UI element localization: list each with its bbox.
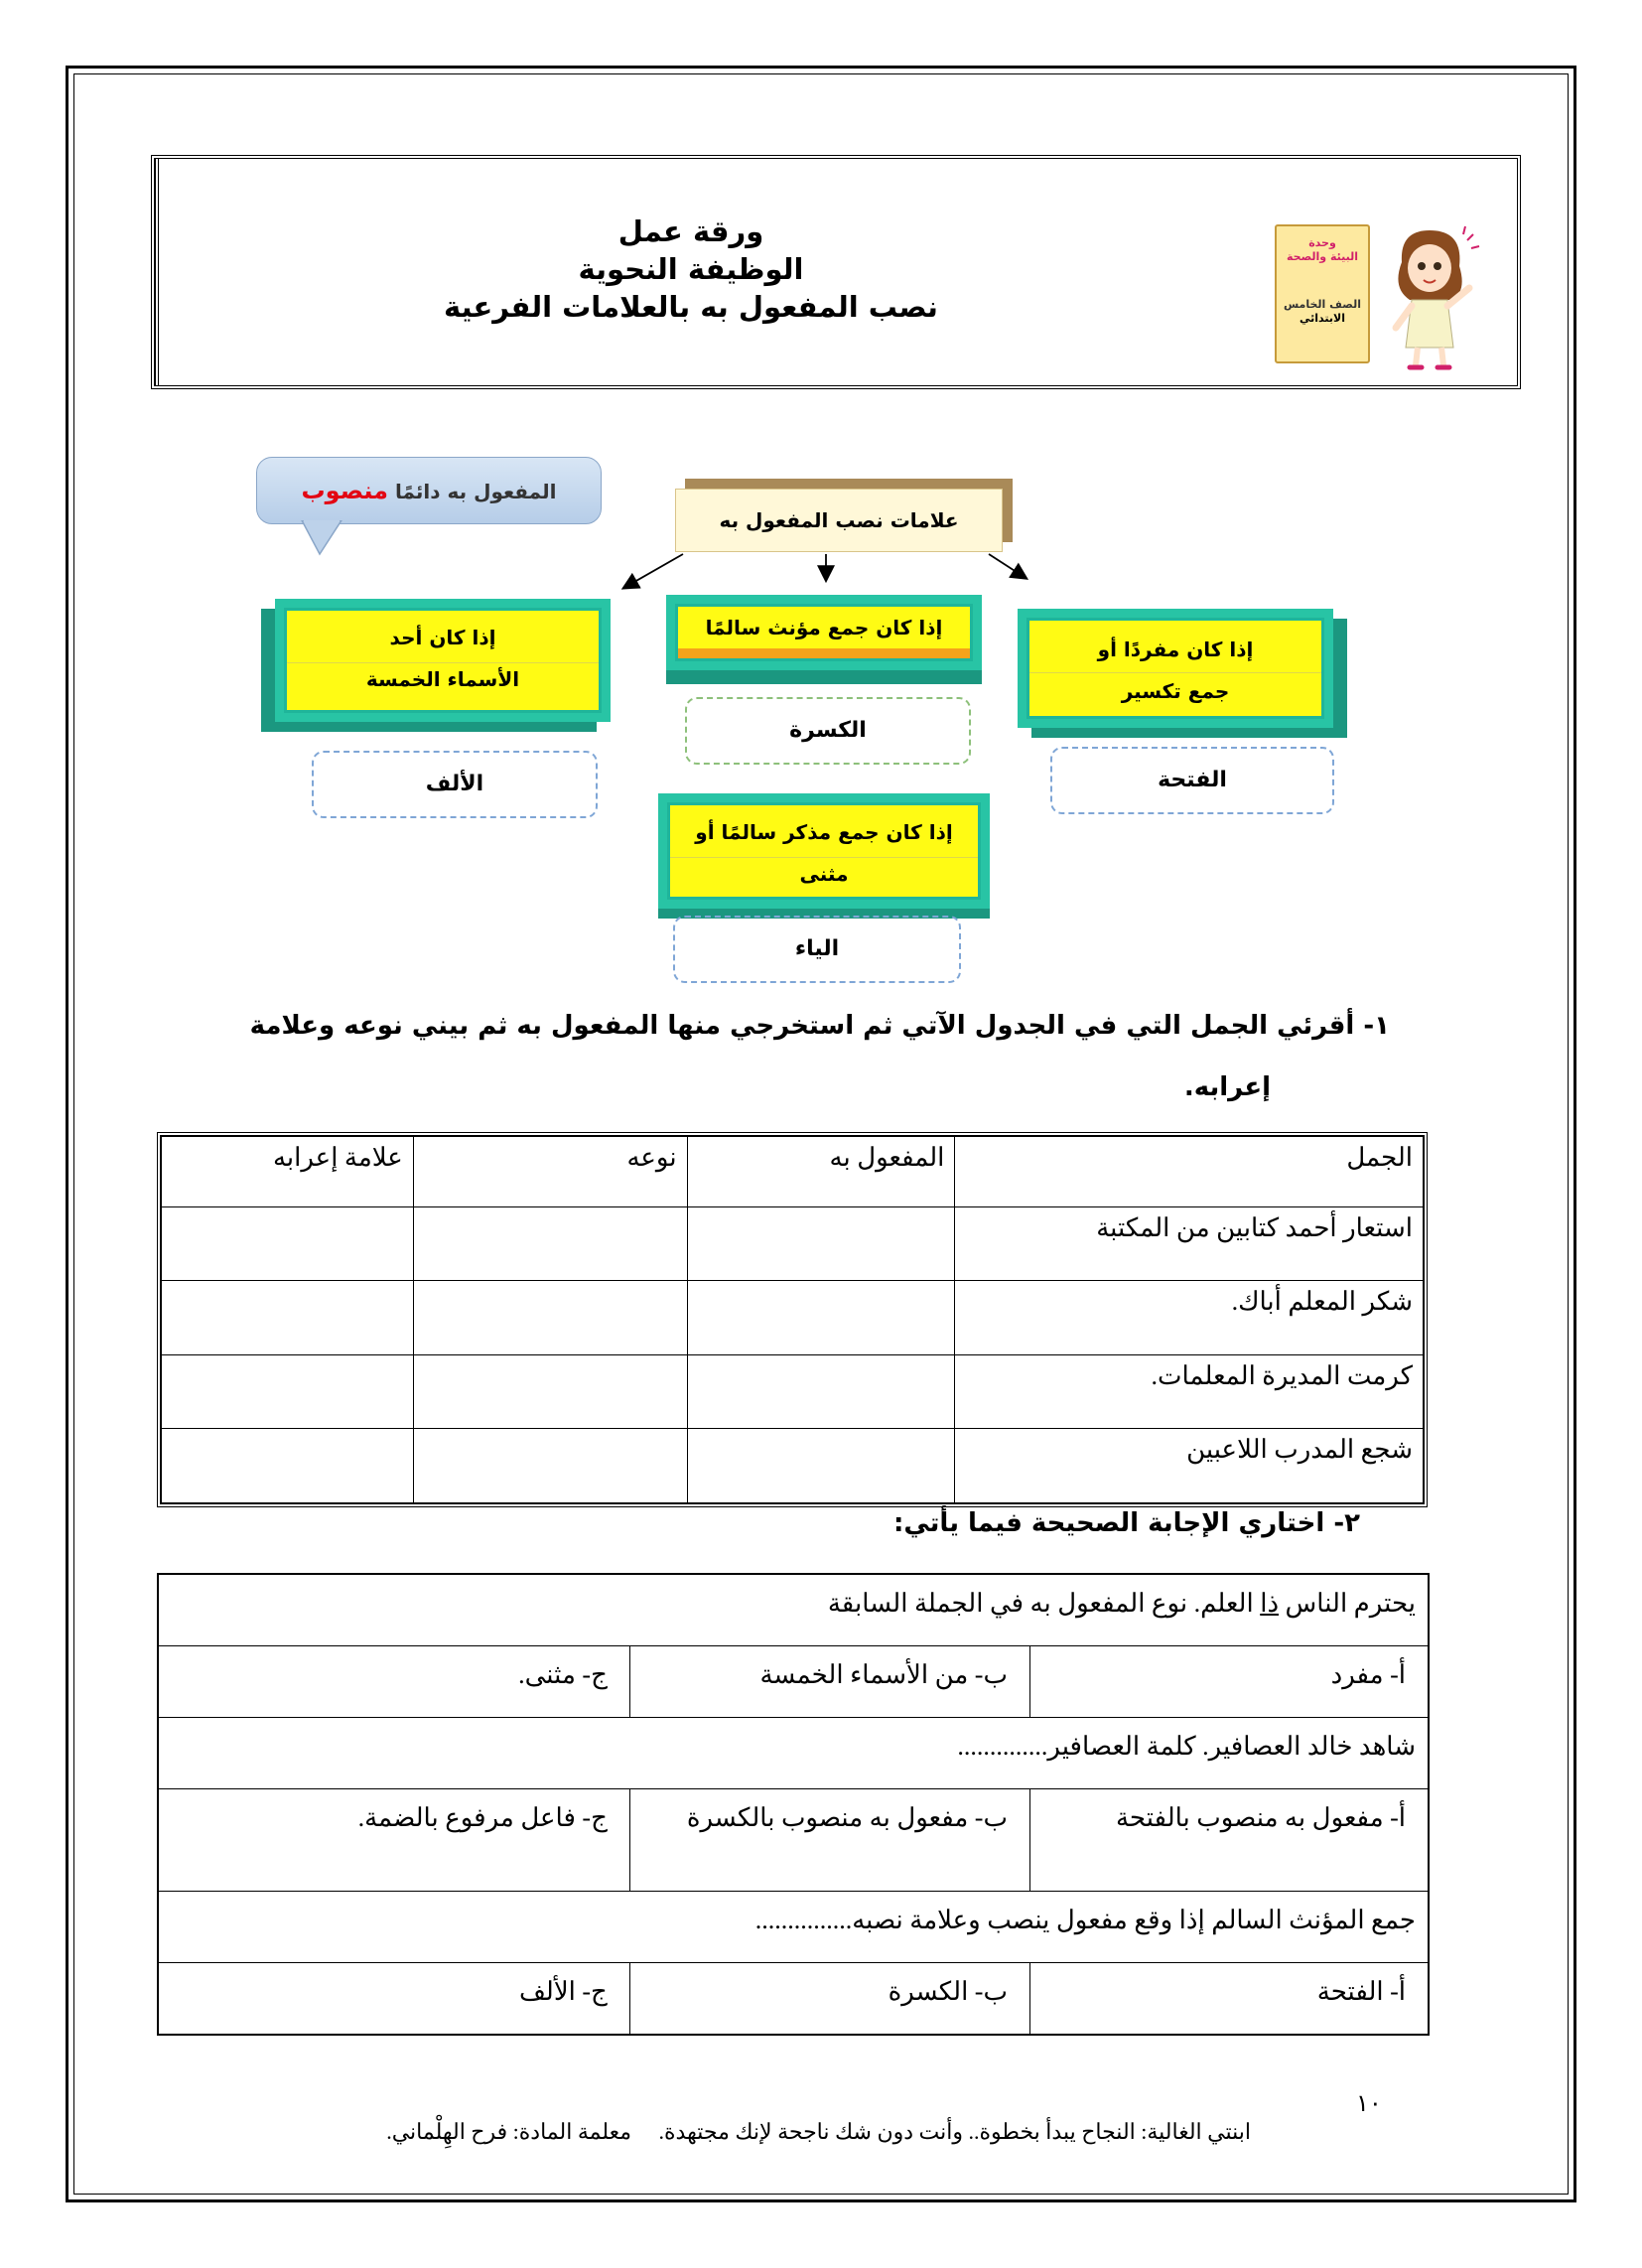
mc-option-b[interactable]: ب- من الأسماء الخمسة: [629, 1646, 1029, 1718]
mc-options-row: [159, 1962, 1429, 2034]
type-answer-cell[interactable]: [413, 1354, 687, 1429]
table-row: [162, 1429, 1424, 1503]
marker-fatha: الفتحة: [1050, 747, 1334, 814]
arrow-right: [989, 554, 1023, 576]
marker-alef: الألف: [312, 751, 598, 818]
sentence-cell: شجع المدرب اللاعبين: [955, 1429, 1424, 1503]
mc-question-row: [159, 1891, 1429, 1962]
condition-right-line1: إذا كان مفردًا أو: [1097, 638, 1254, 661]
arrow-left: [627, 554, 683, 586]
multiple-choice-table: [157, 1573, 1430, 2036]
mc-option-a[interactable]: أ- الفتحة: [1029, 1962, 1428, 2034]
footer-note: ابنتي الغالية: النجاح يبدأ بخطوة.. وأنت دون شك ناجحة لإنك مجتهدة. معلمة المادة: فرح الهِلْماني.: [386, 2119, 1251, 2144]
question-1-text-cont: إعرابه.: [1183, 1072, 1271, 1102]
mc-option-c[interactable]: ج- الألف: [159, 1962, 630, 2034]
subject-label: الوظيفة النحوية: [578, 252, 804, 286]
condition-sound-masculine-plural-or-dual: [667, 802, 981, 900]
girl-illustration-icon: [1372, 222, 1481, 371]
header-title-cell: [155, 159, 1223, 385]
question-1: [218, 995, 1390, 1118]
unit-card: [1275, 224, 1370, 363]
mc-question-row: [159, 1575, 1429, 1646]
condition-five-nouns: [284, 608, 602, 713]
header-logo-cell: [1223, 159, 1517, 385]
sentence-cell: شكر المعلم أباك.: [955, 1281, 1424, 1355]
condition-left-line2: الأسماء الخمسة: [365, 667, 520, 691]
question-2-title: ٢- اختاري الإجابة الصحيحة فيما يأتي:: [892, 1508, 1360, 1538]
condition-mid2-line2: مثنى: [799, 862, 849, 886]
object-answer-cell[interactable]: [687, 1281, 955, 1355]
unit-name: البيئة والصحة: [1286, 250, 1359, 263]
type-answer-cell[interactable]: [413, 1206, 687, 1281]
sentence-cell: استعار أحمد كتابين من المكتبة: [955, 1206, 1424, 1281]
mc-option-b[interactable]: ب- مفعول به منصوب بالكسرة: [629, 1789, 1029, 1891]
callout-highlight: منصوب: [301, 477, 389, 504]
header-object: المفعول به: [687, 1137, 955, 1207]
table-row: [162, 1206, 1424, 1281]
table-row: [162, 1281, 1424, 1355]
mc-option-c[interactable]: ج- مثنى.: [159, 1646, 630, 1718]
mc-options-row: [159, 1789, 1429, 1891]
callout-tail-icon: [298, 520, 357, 556]
mc-option-a[interactable]: أ- مفرد: [1029, 1646, 1428, 1718]
table-row: [162, 1354, 1424, 1429]
object-answer-cell[interactable]: [687, 1206, 955, 1281]
table-header-row: [162, 1137, 1424, 1207]
mc-option-b[interactable]: ب- الكسرة: [629, 1962, 1029, 2034]
marker-yaa: الياء: [673, 916, 961, 983]
sentence-cell: كرمت المديرة المعلمات.: [955, 1354, 1424, 1429]
object-answer-cell[interactable]: [687, 1429, 955, 1503]
unit-label: وحدة: [1308, 236, 1336, 249]
condition-right-line2: جمع تكسير: [1121, 679, 1230, 703]
page-number: ١٠: [1356, 2089, 1382, 2117]
question-1-text: ١- أقرئي الجمل التي في الجدول الآتي ثم استخرجي منها المفعول به ثم بيني نوعه وعلامة: [249, 1011, 1390, 1041]
marker-answer-cell[interactable]: [162, 1354, 414, 1429]
marker-answer-cell[interactable]: [162, 1206, 414, 1281]
mc-option-a[interactable]: أ- مفعول به منصوب بالفتحة: [1029, 1789, 1428, 1891]
mc-options-row: [159, 1646, 1429, 1718]
worksheet-header: [151, 155, 1521, 389]
header-type: نوعه: [413, 1137, 687, 1207]
worksheet-label: ورقة عمل: [617, 214, 764, 248]
type-answer-cell[interactable]: [413, 1429, 687, 1503]
marker-answer-cell[interactable]: [162, 1429, 414, 1503]
accusative-markers-root: علامات نصب المفعول به: [675, 489, 1003, 552]
mc-option-c[interactable]: ج- فاعل مرفوع بالضمة.: [159, 1789, 630, 1891]
object-answer-cell[interactable]: [687, 1354, 955, 1429]
marker-kasra: الكسرة: [685, 697, 971, 765]
condition-sound-feminine-plural: [675, 604, 973, 661]
grade-label: الصف الخامس: [1284, 298, 1361, 311]
condition-singular-or-broken-plural: [1026, 618, 1324, 719]
mc-question-row: [159, 1718, 1429, 1789]
mc-question-3: جمع المؤنث السالم إذا وقع مفعول ينصب وعلامة نصبه...............: [159, 1891, 1429, 1962]
grade-level: الابتدائي: [1300, 312, 1345, 325]
header-case-marker: علامة إعرابه: [162, 1137, 414, 1207]
type-answer-cell[interactable]: [413, 1281, 687, 1355]
mc-question-2: شاهد خالد العصافير. كلمة العصافير..............: [159, 1718, 1429, 1789]
marker-answer-cell[interactable]: [162, 1281, 414, 1355]
mc-question-1: يحترم الناس ذا العلم. نوع المفعول به في الجملة السابقة: [159, 1575, 1429, 1646]
header-sentences: الجمل: [955, 1137, 1424, 1207]
lesson-title: نصب المفعول به بالعلامات الفرعية: [444, 290, 938, 324]
condition-mid2-line1: إذا كان جمع مذكر سالمًا أو: [695, 820, 953, 844]
condition-left-line1: إذا كان أحد: [389, 626, 496, 649]
object-always-accusative-callout: [256, 457, 602, 524]
diagram-arrows: [596, 544, 1052, 594]
condition-mid-text: إذا كان جمع مؤنث سالمًا: [705, 616, 943, 639]
analysis-table: [157, 1132, 1428, 1507]
callout-text: المفعول به دائمًا: [394, 480, 557, 503]
